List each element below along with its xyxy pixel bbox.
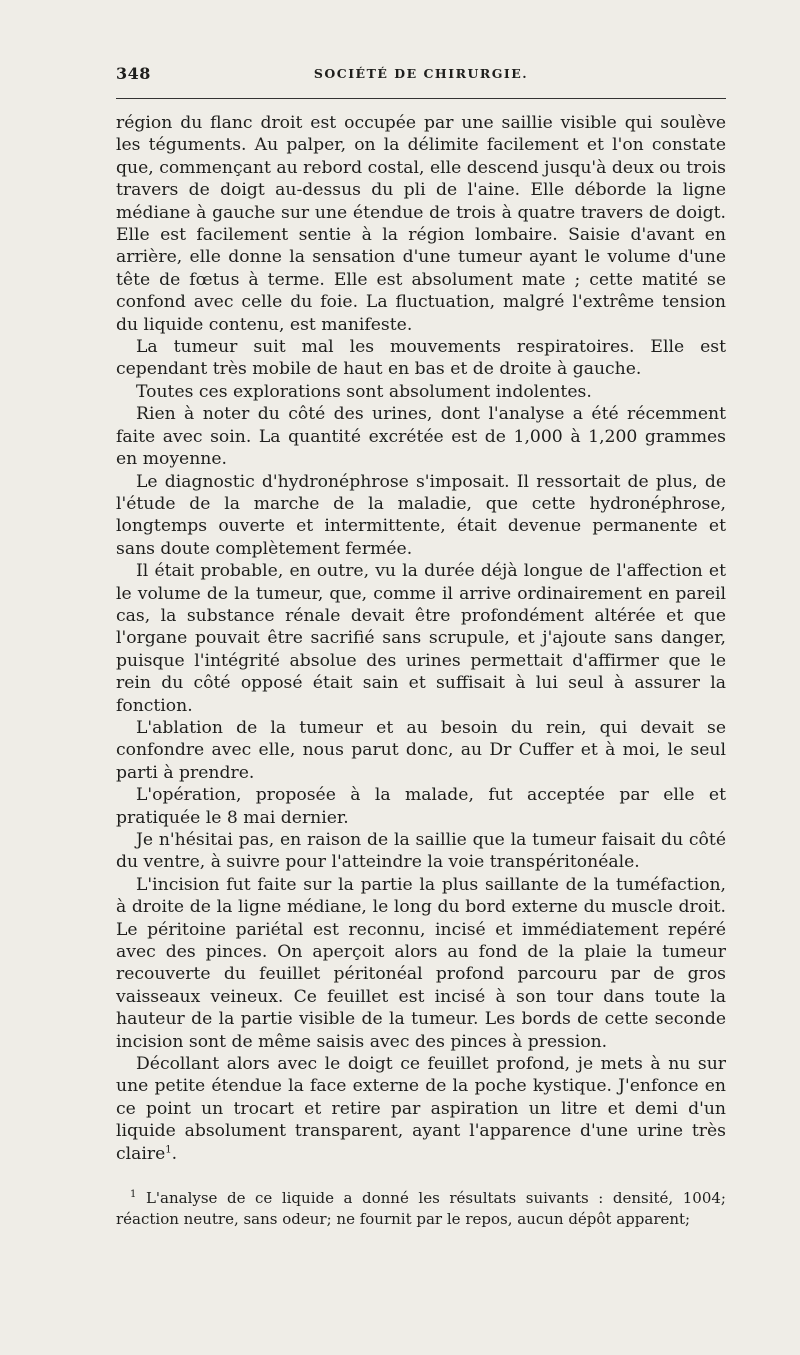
paragraph: Le diagnostic d'hydronéphrose s'imposait. Il ressortait de plus, de l'étude de la marche de la maladie, que cette hydronéphrose, longtemps ouverte et intermittente, était devenue permanente et sans doute complètement fermée. [116, 471, 726, 559]
body-text [116, 112, 726, 1165]
running-title: SOCIÉTÉ DE CHIRURGIE. [313, 66, 529, 81]
paragraph-last: Décollant alors avec le doigt ce feuillet profond, je mets à nu sur une petite étendue la face externe de la poche kystique. J'enfonce en ce point un trocart et retire par aspiration un litre et demi d'un liquide absolument transparent, ayant l'apparence d'une urine très claire$^1$. [116, 1054, 726, 1164]
paragraph: Je n'hésitai pas, en raison de la saillie que la tumeur faisait du côté du ventre, à suivre pour l'atteindre la voie transpéritonéale. [116, 830, 726, 873]
paragraph: L'ablation de la tumeur et au besoin du rein, qui devait se confondre avec elle, nous parut donc, au Dr Cuffer et à moi, le seul parti à prendre. [116, 717, 726, 783]
page-header [116, 64, 726, 86]
footnote-text: L'analyse de ce liquide a donné les résultats suivants : densité, 1004; réaction neutre, sans odeur; ne fournit par le repos, aucun dépôt apparent; [116, 1189, 726, 1228]
paragraph: La tumeur suit mal les mouvements respiratoires. Elle est cependant très mobile de haut en bas et de droite à gauche. [116, 337, 726, 380]
footnote [116, 1188, 726, 1230]
footnote-reference: 1 [165, 1143, 172, 1155]
paragraph-last-text: Décollant alors avec le doigt ce feuillet profond, je mets à nu sur une petite étendue la face externe de la poche kystique. J'enfonce en ce point un trocart et retire par aspiration un litre et demi d'un liquide absolument transparent, ayant l'apparence d'une urine très claire [116, 1054, 726, 1164]
paragraph: Rien à noter du côté des urines, dont l'analyse a été récemment faite avec soin. La quantité excrétée est de 1,000 à 1,200 grammes en moyenne. [116, 404, 726, 470]
paragraph: L'incision fut faite sur la partie la plus saillante de la tuméfaction, à droite de la ligne médiane, le long du bord externe du muscle droit. Le péritoine pariétal est reconnu, incisé et immédiatement repéré avec des pinces. On aperçoit alors au fond de la plaie la tumeur recouverte du feuillet péritonéal profond parcouru par de gros vaisseaux veineux. Ce feuillet est incisé à son tour dans toute la hauteur de la partie visible de la tumeur. Les bords de cette seconde incision sont de même saisis avec des pinces à pression. [116, 874, 726, 1052]
footnote-marker: 1 [130, 1189, 137, 1200]
header-rule [116, 98, 726, 99]
paragraph: Toutes ces explorations sont absolument indolentes. [136, 381, 592, 402]
page-number: 348 [116, 64, 151, 83]
paragraph: L'opération, proposée à la malade, fut acceptée par elle et pratiquée le 8 mai dernier. [116, 785, 726, 828]
paragraph: Il était probable, en outre, vu la durée déjà longue de l'affection et le volume de la tumeur, que, comme il arrive ordinairement en pareil cas, la substance rénale devait être profondément altérée et que l'organe pouvait être sacrifié sans scrupule, et j'ajoute sans danger, puisque l'intégrité absolue des urines permettait d'affirmer que le rein du côté opposé était sain et suffisait à lui seul à assurer la fonction. [116, 561, 726, 716]
paragraph: région du flanc droit est occupée par une saillie visible qui soulève les téguments. Au palper, on la délimite facilement et l'on constate que, commençant au rebord costal, elle descend jusqu'à deux ou trois travers de doigt au-dessus du pli de l'aine. Elle déborde la ligne médiane à gauche sur une étendue de trois à quatre travers de doigt. Elle est facilement sentie à la région lombaire. Saisie d'avant en arrière, elle donne la sensation d'une tumeur ayant le volume d'une tête de fœtus à terme. Elle est absolument mate ; cette matité se confond avec celle du foie. La fluctuation, malgré l'extrême tension du liquide contenu, est manifeste. [116, 113, 726, 335]
